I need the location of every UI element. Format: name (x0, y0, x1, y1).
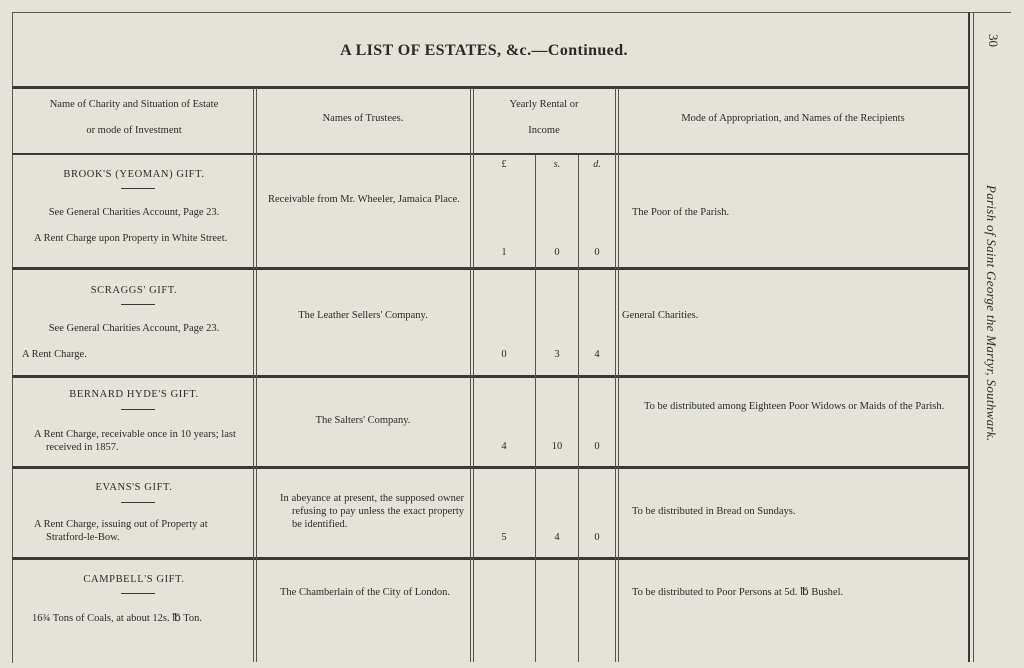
row-1-pence: 0 (594, 247, 600, 258)
header-rental-line1: Yearly Rental or (509, 99, 579, 110)
row-2-name: SCRAGGS' GIFT. (90, 285, 178, 296)
row-3-pounds: 4 (501, 441, 507, 452)
row-2-desc2: A Rent Charge. (22, 349, 87, 360)
row-1-name-rule (121, 188, 155, 189)
column-line (535, 155, 536, 662)
header-charity-line2: or mode of Investment (86, 125, 182, 136)
currency-shillings: s. (553, 159, 561, 170)
row-3-name-rule (121, 409, 155, 410)
row-5-name: CAMPBELL'S GIFT. (83, 574, 185, 585)
column-line (256, 88, 257, 662)
side-running-title: Parish of Saint George the Martyr, Southwark. (984, 185, 999, 442)
row-2-appropriation: General Charities. (622, 310, 699, 321)
currency-pence: d. (593, 159, 601, 170)
row-divider (12, 466, 968, 469)
header-trustees: Names of Trustees. (322, 113, 404, 124)
column-line (253, 88, 254, 662)
row-4-pounds: 5 (501, 532, 507, 543)
row-divider (12, 375, 968, 378)
column-line (615, 88, 616, 662)
row-1-pounds: 1 (501, 247, 507, 258)
right-border-inner (973, 12, 974, 662)
header-appropriation: Mode of Appropriation, and Names of the Recipients (681, 113, 905, 124)
row-1-appropriation: The Poor of the Parish. (632, 207, 730, 218)
row-3-shillings: 10 (551, 441, 563, 452)
page-number: 30 (986, 34, 1001, 47)
row-3-pence: 0 (594, 441, 600, 452)
row-4-desc2: A Rent Charge, issuing out of Property at Stratford-le-Bow. (34, 519, 208, 543)
row-3-trustees: The Salters' Company. (315, 415, 411, 426)
column-line (473, 88, 474, 662)
right-border (968, 12, 970, 662)
row-1-name: BROOK'S (YEOMAN) GIFT. (63, 169, 205, 180)
header-charity (16, 92, 252, 144)
row-4-pence: 0 (594, 532, 600, 543)
row-5-name-rule (121, 593, 155, 594)
row-2-shillings: 3 (554, 349, 560, 360)
row-3-appropriation: To be distributed among Eighteen Poor Widows or Maids of the Parish. (644, 401, 945, 412)
column-line (470, 88, 471, 662)
row-2-desc1: See General Charities Account, Page 23. (48, 323, 220, 334)
row-divider (12, 267, 968, 270)
header-top-rule (12, 86, 968, 89)
row-4-appropriation: To be distributed in Bread on Sundays. (632, 506, 796, 517)
row-4-trustees: In abeyance at present, the supposed owner refusing to pay unless the exact property be identified. (280, 493, 464, 530)
row-2-pounds: 0 (501, 349, 507, 360)
row-2-name-rule (121, 304, 155, 305)
row-2-trustees: The Leather Sellers' Company. (298, 310, 428, 321)
currency-pounds: £ (501, 159, 507, 170)
header-charity-line1: Name of Charity and Situation of Estate (49, 99, 219, 110)
row-2-pence: 4 (594, 349, 600, 360)
header-rental (475, 92, 613, 144)
row-divider (12, 557, 968, 560)
row-5-trustees: The Chamberlain of the City of London. (280, 587, 451, 598)
row-3-name: BERNARD HYDE'S GIFT. (69, 389, 199, 400)
row-5-appropriation: To be distributed to Poor Persons at 5d. ℔ Bushel. (632, 587, 844, 598)
row-4-shillings: 4 (554, 532, 560, 543)
header-rental-line2: Income (528, 125, 560, 136)
row-3-desc2: A Rent Charge, receivable once in 10 years; last received in 1857. (34, 429, 236, 453)
column-line (618, 88, 619, 662)
row-1-desc1: See General Charities Account, Page 23. (48, 207, 220, 218)
row-1-desc2: A Rent Charge upon Property in White Street. (34, 233, 228, 244)
column-line (578, 155, 579, 662)
header-bottom-rule (12, 153, 968, 155)
row-1-trustees: Receivable from Mr. Wheeler, Jamaica Place. (268, 194, 460, 205)
row-5-desc2: 16¾ Tons of Coals, at about 12s. ℔ Ton. (32, 613, 203, 624)
row-4-name-rule (121, 502, 155, 503)
row-4-name: EVANS'S GIFT. (95, 482, 173, 493)
row-1-shillings: 0 (554, 247, 560, 258)
page-title: A LIST OF ESTATES, &c.—Continued. (340, 42, 628, 59)
